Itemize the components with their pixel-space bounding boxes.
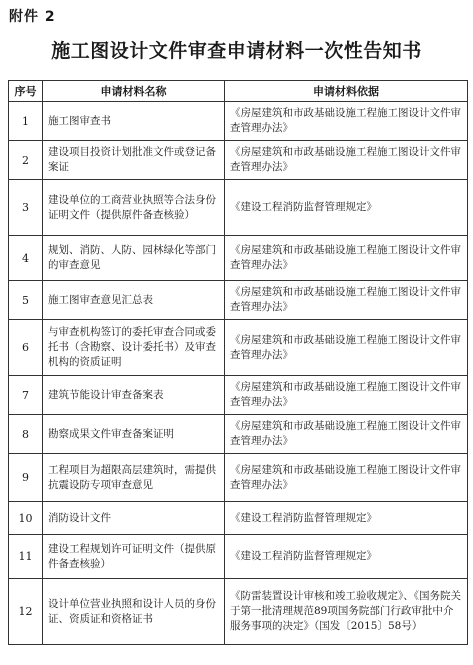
table-row	[9, 535, 468, 579]
row-no: 9	[9, 454, 43, 502]
row-name: 工程项目为超限高层建筑时，需提供抗震设防专项审查意见	[43, 454, 225, 502]
row-name: 建设工程规划许可证明文件（提供原件备查核验）	[43, 535, 225, 579]
table-row	[9, 281, 468, 320]
row-name: 施工图审查意见汇总表	[43, 281, 225, 320]
row-name: 建筑节能设计审查备案表	[43, 376, 225, 415]
row-no: 11	[9, 535, 43, 579]
table-row	[9, 102, 468, 141]
table-header-row	[9, 81, 468, 102]
row-basis: 《房屋建筑和市政基础设施工程施工图设计文件审查管理办法》	[225, 236, 468, 281]
row-name: 施工图审查书	[43, 102, 225, 141]
row-name: 建设单位的工商营业执照等合法身份证明文件（提供原件备查核验）	[43, 180, 225, 236]
row-no: 5	[9, 281, 43, 320]
row-basis: 《房屋建筑和市政基础设施工程施工图设计文件审查管理办法》	[225, 454, 468, 502]
table-row	[9, 141, 468, 180]
table-row	[9, 376, 468, 415]
row-no: 4	[9, 236, 43, 281]
table-row	[9, 454, 468, 502]
table-row	[9, 415, 468, 454]
row-name: 规划、消防、人防、园林绿化等部门的审查意见	[43, 236, 225, 281]
row-name: 建设项目投资计划批准文件或登记备案证	[43, 141, 225, 180]
table-row	[9, 236, 468, 281]
attachment-label: 附件 2	[9, 9, 56, 25]
row-no: 1	[9, 102, 43, 141]
table-row	[9, 320, 468, 376]
row-no: 2	[9, 141, 43, 180]
table-row	[9, 579, 468, 645]
row-name: 设计单位营业执照和设计人员的身份证、资质证和资格证书	[43, 579, 225, 645]
row-basis: 《房屋建筑和市政基础设施工程施工图设计文件审查管理办法》	[225, 320, 468, 376]
row-basis: 《房屋建筑和市政基础设施工程施工图设计文件审查管理办法》	[225, 281, 468, 320]
row-no: 3	[9, 180, 43, 236]
row-basis: 《房屋建筑和市政基础设施工程施工图设计文件审查管理办法》	[225, 415, 468, 454]
row-basis: 《建设工程消防监督管理规定》	[225, 180, 468, 236]
row-no: 10	[9, 502, 43, 535]
row-no: 6	[9, 320, 43, 376]
row-basis: 《防雷装置设计审核和竣工验收规定》、《国务院关于第一批清理规范89项国务院部门行政审批中介服务事项的决定》（国发〔2015〕58号）	[225, 579, 468, 645]
row-name: 与审查机构签订的委托审查合同或委托书（含勘察、设计委托书）及审查机构的资质证明	[43, 320, 225, 376]
row-no: 8	[9, 415, 43, 454]
header-basis: 申请材料依据	[225, 81, 468, 102]
row-basis: 《建设工程消防监督管理规定》	[225, 502, 468, 535]
row-name: 勘察成果文件审查备案证明	[43, 415, 225, 454]
row-basis: 《建设工程消防监督管理规定》	[225, 535, 468, 579]
row-name: 消防设计文件	[43, 502, 225, 535]
table-row	[9, 180, 468, 236]
page-title: 施工图设计文件审查申请材料一次性告知书	[51, 40, 422, 62]
header-no: 序号	[9, 81, 43, 102]
row-no: 7	[9, 376, 43, 415]
header-name: 申请材料名称	[43, 81, 225, 102]
row-basis: 《房屋建筑和市政基础设施工程施工图设计文件审查管理办法》	[225, 141, 468, 180]
row-basis: 《房屋建筑和市政基础设施工程施工图设计文件审查管理办法》	[225, 102, 468, 141]
row-basis: 《房屋建筑和市政基础设施工程施工图设计文件审查管理办法》	[225, 376, 468, 415]
table-row	[9, 502, 468, 535]
materials-table	[8, 80, 468, 645]
row-no: 12	[9, 579, 43, 645]
